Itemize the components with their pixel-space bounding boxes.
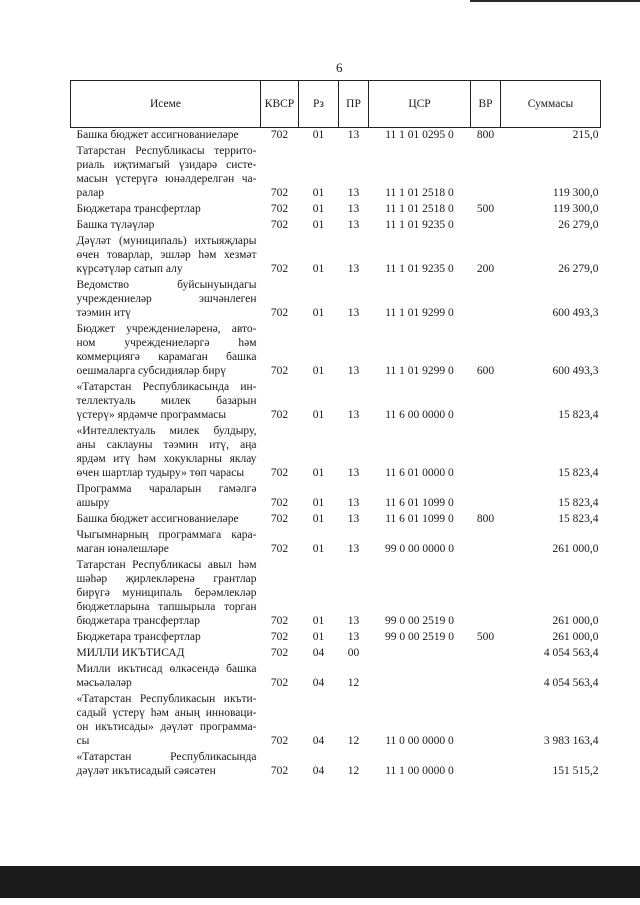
row-name-line: МИЛЛИ ИКЪТИСАД	[76, 647, 185, 659]
row-pr: 13	[347, 497, 360, 509]
row-rz: 01	[312, 263, 325, 275]
row-vr: 500	[476, 203, 495, 215]
row-kvsr: 702	[270, 365, 289, 377]
header-name: Исеме	[71, 81, 261, 128]
table-row	[71, 278, 601, 322]
row-sum: 215,0	[572, 129, 599, 141]
row-name-line: аны саклауны тәэмин итү, аңа	[76, 439, 257, 451]
row-sum: 4 054 563,4	[543, 677, 599, 689]
row-rz: 01	[312, 129, 325, 141]
row-name	[71, 424, 261, 482]
row-pr: 12	[347, 677, 360, 689]
row-name	[71, 144, 261, 202]
header-vr: ВР	[471, 81, 501, 128]
top-edge-rule	[470, 0, 640, 2]
row-kvsr: 702	[270, 307, 289, 319]
row-csr	[369, 662, 471, 692]
row-name-line: ралар	[76, 187, 105, 199]
header-csr: ЦСР	[369, 81, 471, 128]
row-pr: 12	[347, 735, 360, 747]
row-name-line: коммерциягә карамаган башка	[76, 351, 257, 363]
row-rz: 01	[312, 497, 325, 509]
row-name	[71, 646, 261, 662]
row-name-line: Башка бюджет ассигнованиеләре	[76, 513, 239, 525]
row-name-line: садый үстерү һәм аның инноваци-	[76, 707, 257, 719]
row-pr: 13	[347, 513, 360, 525]
row-name-line: «Интеллектуаль милек булдыру,	[76, 425, 257, 437]
table-body	[71, 128, 601, 781]
row-name-line: Бюджетара трансфертлар	[76, 203, 201, 215]
row-kvsr: 702	[270, 631, 289, 643]
row-name-line: Татарстан Республикасы террито-	[76, 145, 257, 157]
row-name-line: бирүгә муниципаль берәмлекләр	[76, 587, 257, 599]
table-row	[71, 512, 601, 528]
row-vr	[471, 482, 501, 512]
row-rz: 01	[312, 307, 325, 319]
row-vr	[471, 692, 501, 750]
row-name	[71, 482, 261, 512]
table-row	[71, 322, 601, 380]
row-name	[71, 630, 261, 646]
row-name-line: ашыру	[76, 497, 110, 509]
row-rz: 01	[312, 187, 325, 199]
header-kvsr: КВСР	[261, 81, 299, 128]
row-kvsr: 702	[270, 187, 289, 199]
row-kvsr: 702	[270, 615, 289, 627]
table-row	[71, 128, 601, 145]
row-name	[71, 512, 261, 528]
row-csr: 11 1 01 9299 0	[385, 307, 454, 319]
row-csr: 99 0 00 2519 0	[385, 615, 454, 627]
table-row	[71, 630, 601, 646]
row-name-line: сы	[76, 735, 90, 747]
row-csr: 11 1 00 0000 0	[385, 765, 454, 777]
row-kvsr: 702	[270, 497, 289, 509]
row-sum: 4 054 563,4	[543, 647, 599, 659]
row-kvsr: 702	[270, 129, 289, 141]
row-rz: 01	[312, 513, 325, 525]
row-name-line: бюджетларына тапшырыла торган	[76, 601, 257, 613]
row-rz: 04	[312, 735, 325, 747]
row-name-line: он икътисады» дәүләт программа-	[76, 721, 257, 733]
row-csr: 11 6 01 0000 0	[385, 467, 454, 479]
row-name-line: бюджетара трансфертлар	[76, 615, 201, 627]
row-kvsr: 702	[270, 677, 289, 689]
row-name-line: Татарстан Республикасы авыл һәм	[76, 559, 257, 571]
row-rz: 01	[312, 543, 325, 555]
row-name-line: теллектуаль милек базарын	[76, 395, 257, 407]
row-vr	[471, 424, 501, 482]
row-name-line: Бюджетара трансфертлар	[76, 631, 201, 643]
row-sum: 119 300,0	[552, 203, 599, 215]
row-name-line: учреждениеләр эшчәнлеген	[76, 293, 257, 305]
table-row	[71, 202, 601, 218]
row-name-line: Бюджет учреждениеләренә, авто-	[76, 323, 257, 335]
row-name	[71, 662, 261, 692]
row-vr: 800	[476, 129, 495, 141]
row-sum: 600 493,3	[552, 365, 599, 377]
table-row	[71, 380, 601, 424]
row-sum: 261 000,0	[552, 631, 599, 643]
row-vr	[471, 558, 501, 630]
row-kvsr: 702	[270, 735, 289, 747]
budget-table	[70, 80, 601, 780]
row-rz: 01	[312, 409, 325, 421]
row-rz: 01	[312, 219, 325, 231]
row-kvsr: 702	[270, 647, 289, 659]
row-vr: 800	[476, 513, 495, 525]
row-name-line: «Татарстан Республикасын икъти-	[76, 693, 257, 705]
row-csr: 11 6 00 0000 0	[385, 409, 454, 421]
row-kvsr: 702	[270, 543, 289, 555]
row-vr	[471, 750, 501, 780]
row-name	[71, 692, 261, 750]
row-sum: 3 983 163,4	[543, 735, 599, 747]
row-sum: 15 823,4	[558, 513, 599, 525]
table-row	[71, 218, 601, 234]
row-rz: 04	[312, 677, 325, 689]
row-name	[71, 558, 261, 630]
row-name	[71, 322, 261, 380]
row-pr: 13	[347, 615, 360, 627]
row-name	[71, 528, 261, 558]
row-vr	[471, 380, 501, 424]
row-name	[71, 234, 261, 278]
header-rz: Рз	[299, 81, 339, 128]
row-name-line: күрсәтүләр сатып алу	[76, 263, 183, 275]
row-name-line: оешмаларга субсидияләр бирү	[76, 365, 226, 377]
table-row	[71, 234, 601, 278]
row-rz: 04	[312, 647, 325, 659]
table-row	[71, 750, 601, 780]
row-sum: 119 300,0	[552, 187, 599, 199]
row-rz: 01	[312, 365, 325, 377]
row-name	[71, 380, 261, 424]
row-csr: 11 1 01 9235 0	[385, 219, 454, 231]
header-pr: ПР	[339, 81, 369, 128]
row-name-line: Башка түләүләр	[76, 219, 155, 231]
row-sum: 26 279,0	[558, 263, 599, 275]
row-name-line: тәэмин итү	[76, 307, 131, 319]
row-vr: 500	[476, 631, 495, 643]
row-name-line: Чыгымнарның программага кара-	[76, 529, 257, 541]
row-name-line: дәүләт икътисадый сәясәтен	[76, 765, 216, 777]
row-csr: 11 1 01 9299 0	[385, 365, 454, 377]
row-vr: 200	[476, 263, 495, 275]
row-sum: 261 000,0	[552, 543, 599, 555]
row-rz: 01	[312, 203, 325, 215]
row-name-line: өчен товарлар, эшләр һәм хезмәт	[76, 249, 257, 261]
row-sum: 15 823,4	[558, 497, 599, 509]
row-name	[71, 128, 261, 145]
row-name-line: масын үстерүгә юнәлдерелгән ча-	[76, 173, 257, 185]
row-kvsr: 702	[270, 513, 289, 525]
row-vr	[471, 646, 501, 662]
row-vr	[471, 144, 501, 202]
table-row	[71, 646, 601, 662]
row-name-line: өчен шартлар тудыру» төп чарасы	[76, 467, 245, 479]
row-name-line: маган юнәлешләре	[76, 543, 169, 555]
row-rz: 01	[312, 615, 325, 627]
table-row	[71, 692, 601, 750]
row-csr: 11 1 01 0295 0	[385, 129, 454, 141]
scan-bottom-edge	[0, 866, 640, 898]
row-csr: 11 1 01 2518 0	[385, 203, 454, 215]
row-name-line: ярдәм итү һәм хокукларны яклау	[76, 453, 257, 465]
row-kvsr: 702	[270, 263, 289, 275]
row-csr	[369, 646, 471, 662]
row-name-line: Программа чараларын гамәлгә	[76, 483, 257, 495]
row-name-line: ном учреждениеләргә һәм	[76, 337, 257, 349]
row-csr: 11 1 01 2518 0	[385, 187, 454, 199]
row-pr: 13	[347, 409, 360, 421]
row-sum: 26 279,0	[558, 219, 599, 231]
row-name	[71, 218, 261, 234]
row-kvsr: 702	[270, 765, 289, 777]
row-csr: 11 6 01 1099 0	[385, 497, 454, 509]
row-kvsr: 702	[270, 409, 289, 421]
row-name-line: Башка бюджет ассигнованиеләре	[76, 129, 239, 141]
row-csr: 11 1 01 9235 0	[385, 263, 454, 275]
row-rz: 01	[312, 467, 325, 479]
page-number: 6	[336, 60, 343, 75]
row-sum: 15 823,4	[558, 467, 599, 479]
row-pr: 13	[347, 365, 360, 377]
row-name-line: үстерү» ярдәмче программасы	[76, 409, 227, 421]
row-pr: 13	[347, 219, 360, 231]
table-row	[71, 482, 601, 512]
row-name	[71, 278, 261, 322]
table-row	[71, 528, 601, 558]
row-pr: 13	[347, 467, 360, 479]
row-sum: 600 493,3	[552, 307, 599, 319]
row-rz: 01	[312, 631, 325, 643]
row-pr: 13	[347, 307, 360, 319]
table-row	[71, 144, 601, 202]
row-pr: 12	[347, 765, 360, 777]
row-name-line: мәсьәләләр	[76, 677, 132, 689]
row-name-line: шәһәр җирлекләренә грантлар	[76, 573, 257, 585]
row-vr	[471, 278, 501, 322]
row-vr	[471, 528, 501, 558]
row-vr	[471, 218, 501, 234]
row-csr: 99 0 00 2519 0	[385, 631, 454, 643]
row-csr: 99 0 00 0000 0	[385, 543, 454, 555]
row-sum: 15 823,4	[558, 409, 599, 421]
row-sum: 151 515,2	[552, 765, 599, 777]
table-row	[71, 558, 601, 630]
row-name-line: риаль иҗтимагый үзидарә систе-	[76, 159, 257, 171]
row-pr: 13	[347, 543, 360, 555]
row-rz: 04	[312, 765, 325, 777]
row-name	[71, 750, 261, 780]
table-header	[71, 81, 601, 128]
row-name-line: Дәүләт (муниципаль) ихтыяҗлары	[76, 235, 257, 247]
table-row	[71, 424, 601, 482]
row-name-line: «Татарстан Республикасында	[76, 751, 257, 763]
row-kvsr: 702	[270, 203, 289, 215]
row-pr: 13	[347, 263, 360, 275]
row-name-line: Ведомство буйсынуындагы	[76, 279, 257, 291]
row-vr: 600	[476, 365, 495, 377]
row-name-line: Милли икътисад өлкәсендә башка	[76, 663, 257, 675]
row-pr: 13	[347, 203, 360, 215]
table-row	[71, 662, 601, 692]
row-kvsr: 702	[270, 467, 289, 479]
row-kvsr: 702	[270, 219, 289, 231]
row-pr: 00	[347, 647, 360, 659]
row-pr: 13	[347, 631, 360, 643]
row-name-line: «Татарстан Республикасында ин-	[76, 381, 257, 393]
row-sum: 261 000,0	[552, 615, 599, 627]
header-sum: Суммасы	[501, 81, 601, 128]
row-pr: 13	[347, 129, 360, 141]
row-name	[71, 202, 261, 218]
row-csr: 11 6 01 1099 0	[385, 513, 454, 525]
row-vr	[471, 662, 501, 692]
row-csr: 11 0 00 0000 0	[385, 735, 454, 747]
row-pr: 13	[347, 187, 360, 199]
